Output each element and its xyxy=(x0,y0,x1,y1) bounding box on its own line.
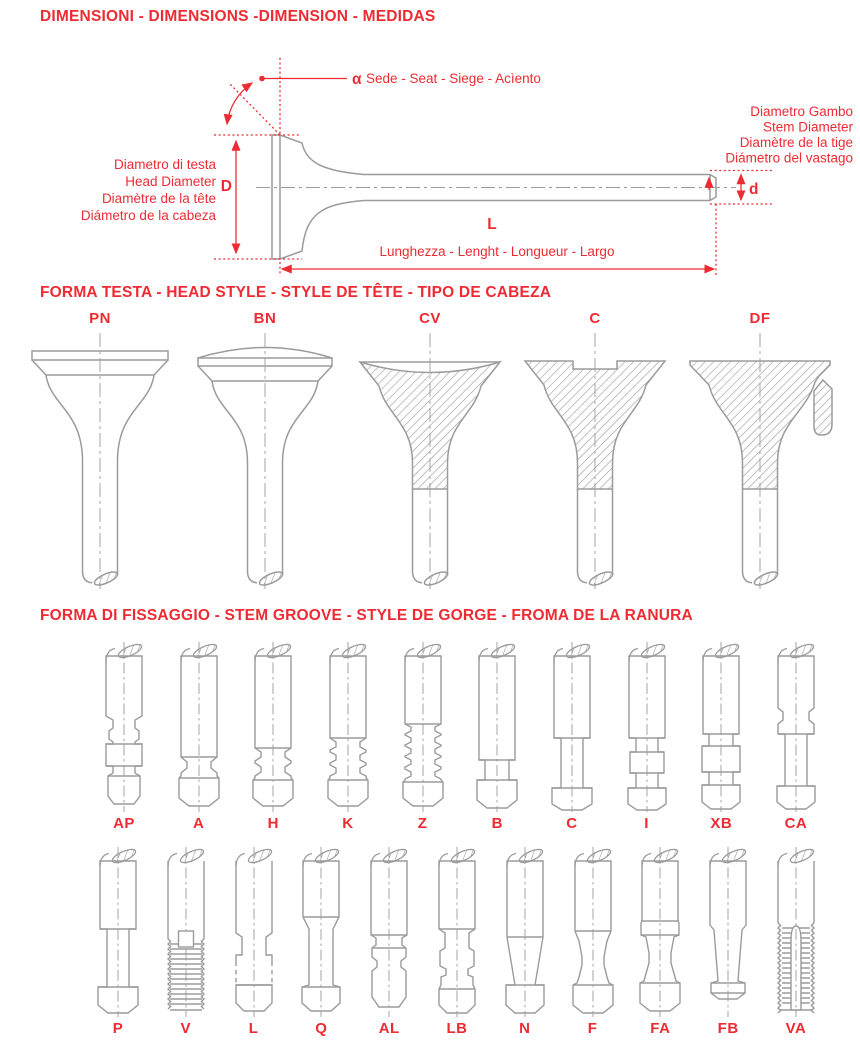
stem-groove-drawing-Q xyxy=(297,845,345,1017)
svg-text:Diametro Gambo: Diametro Gambo xyxy=(750,104,853,119)
stem-groove-figure-AL xyxy=(365,845,413,1038)
svg-text:L: L xyxy=(487,216,497,233)
stem-groove-label: V xyxy=(180,1020,192,1037)
stem-groove-figure-H xyxy=(249,640,297,833)
head-style-label: DF xyxy=(749,310,771,327)
stem-groove-drawing-C xyxy=(548,640,596,812)
stem-groove-drawing-Z xyxy=(399,640,447,812)
svg-text:Diamètre de la tige: Diamètre de la tige xyxy=(739,135,853,150)
stem-groove-label: N xyxy=(519,1020,531,1037)
stem-groove-drawing-I xyxy=(623,640,671,812)
stem-groove-drawing-V xyxy=(162,845,210,1017)
stem-groove-label: AL xyxy=(378,1020,400,1037)
stem-groove-row-1 xyxy=(100,640,820,833)
stem-groove-figure-V xyxy=(162,845,210,1038)
stem-groove-label: XB xyxy=(710,815,733,832)
svg-text:Stem Diameter: Stem Diameter xyxy=(762,119,853,135)
stem-groove-label: FA xyxy=(650,1020,671,1037)
stem-groove-label: Q xyxy=(315,1020,328,1037)
stem-groove-label: LB xyxy=(446,1020,468,1037)
stem-groove-figure-I xyxy=(623,640,671,833)
stem-groove-label: AP xyxy=(113,815,135,832)
svg-text:α: α xyxy=(352,71,362,88)
stem-groove-label: C xyxy=(566,815,578,832)
head-style-label: PN xyxy=(89,310,111,327)
stem-groove-figure-AP xyxy=(100,640,148,833)
stem-groove-drawing-CA xyxy=(772,640,820,812)
valve-head-drawing-CV xyxy=(346,331,514,593)
stem-groove-section-title: FORMA DI FISSAGGIO - STEM GROOVE - STYLE DE GORGE - FROMA DE LA RANURA xyxy=(40,607,693,624)
stem-groove-figure-CA xyxy=(772,640,820,833)
stem-groove-drawing-K xyxy=(324,640,372,812)
dimension-drawing xyxy=(0,28,860,284)
stem-groove-figure-XB xyxy=(697,640,745,833)
stem-groove-label: VA xyxy=(785,1020,807,1037)
stem-groove-figure-LB xyxy=(433,845,481,1038)
stem-groove-label: I xyxy=(644,815,649,832)
head-style-figure-CV xyxy=(350,310,510,593)
stem-groove-figure-Z xyxy=(399,640,447,833)
stem-groove-drawing-LB xyxy=(433,845,481,1017)
head-style-figure-DF xyxy=(680,310,840,593)
stem-groove-label: FB xyxy=(717,1020,739,1037)
stem-groove-drawing-XB xyxy=(697,640,745,812)
stem-groove-drawing-N xyxy=(501,845,549,1017)
stem-groove-label: F xyxy=(587,1020,598,1037)
svg-text:Diamètre de la tête: Diamètre de la tête xyxy=(101,191,216,206)
svg-text:Diametro di testa: Diametro di testa xyxy=(113,157,216,172)
valve-head-drawing-C xyxy=(511,331,679,593)
head-style-label: CV xyxy=(419,310,441,327)
stem-groove-drawing-VA xyxy=(772,845,820,1017)
stem-groove-figure-K xyxy=(324,640,372,833)
stem-groove-figure-F xyxy=(569,845,617,1038)
svg-text:Sede - Seat - Siege - Acìento: Sede - Seat - Siege - Acìento xyxy=(366,71,541,86)
head-style-section-title: FORMA TESTA - HEAD STYLE - STYLE DE TÊTE - TIPO DE CABEZA xyxy=(40,284,552,301)
svg-text:D: D xyxy=(220,178,232,195)
svg-text:Lunghezza - Lenght - Longueur: Lunghezza - Lenght - Longueur - Largo xyxy=(379,244,615,259)
svg-text:Head Diameter: Head Diameter xyxy=(125,174,216,189)
svg-text:d: d xyxy=(749,181,759,198)
valve-dimension-diagram xyxy=(0,28,860,284)
stem-groove-figure-B xyxy=(473,640,521,833)
stem-groove-label: P xyxy=(112,1020,124,1037)
dimensions-section-title: DIMENSIONI - DIMENSIONS -DIMENSION - MEDIDAS xyxy=(40,8,436,25)
stem-groove-label: H xyxy=(267,815,279,832)
valve-head-drawing-DF xyxy=(676,331,844,593)
stem-groove-drawing-AL xyxy=(365,845,413,1017)
head-style-label: BN xyxy=(253,310,277,327)
valve-head-drawing-PN xyxy=(16,331,184,593)
stem-groove-drawing-H xyxy=(249,640,297,812)
stem-groove-label: A xyxy=(192,815,205,832)
stem-groove-drawing-A xyxy=(175,640,223,812)
stem-groove-drawing-L xyxy=(230,845,278,1017)
stem-groove-figure-L xyxy=(230,845,278,1038)
stem-groove-figure-C xyxy=(548,640,596,833)
stem-groove-label: Z xyxy=(417,815,428,832)
stem-groove-figure-A xyxy=(175,640,223,833)
stem-groove-label: CA xyxy=(784,815,808,832)
stem-groove-drawing-FB xyxy=(704,845,752,1017)
head-style-figure-PN xyxy=(20,310,180,593)
head-style-label: C xyxy=(589,310,601,327)
stem-groove-figure-P xyxy=(94,845,142,1038)
head-style-figure-BN xyxy=(185,310,345,593)
stem-groove-drawing-P xyxy=(94,845,142,1017)
stem-groove-drawing-AP xyxy=(100,640,148,812)
stem-groove-label: K xyxy=(342,815,354,832)
stem-groove-drawing-FA xyxy=(636,845,684,1017)
stem-groove-drawing-B xyxy=(473,640,521,812)
stem-groove-figure-Q xyxy=(297,845,345,1038)
stem-groove-label: B xyxy=(491,815,503,832)
stem-groove-label: L xyxy=(248,1020,259,1037)
stem-groove-figure-FA xyxy=(636,845,684,1038)
stem-groove-row-2 xyxy=(94,845,820,1038)
stem-groove-figure-FB xyxy=(704,845,752,1038)
valve-head-drawing-BN xyxy=(181,331,349,593)
svg-text:Diámetro del vastago: Diámetro del vastago xyxy=(725,150,853,166)
head-style-row xyxy=(20,310,840,593)
stem-groove-figure-VA xyxy=(772,845,820,1038)
stem-groove-drawing-F xyxy=(569,845,617,1017)
stem-groove-figure-N xyxy=(501,845,549,1038)
svg-text:Diámetro de la cabeza: Diámetro de la cabeza xyxy=(80,208,216,223)
head-style-figure-C xyxy=(515,310,675,593)
